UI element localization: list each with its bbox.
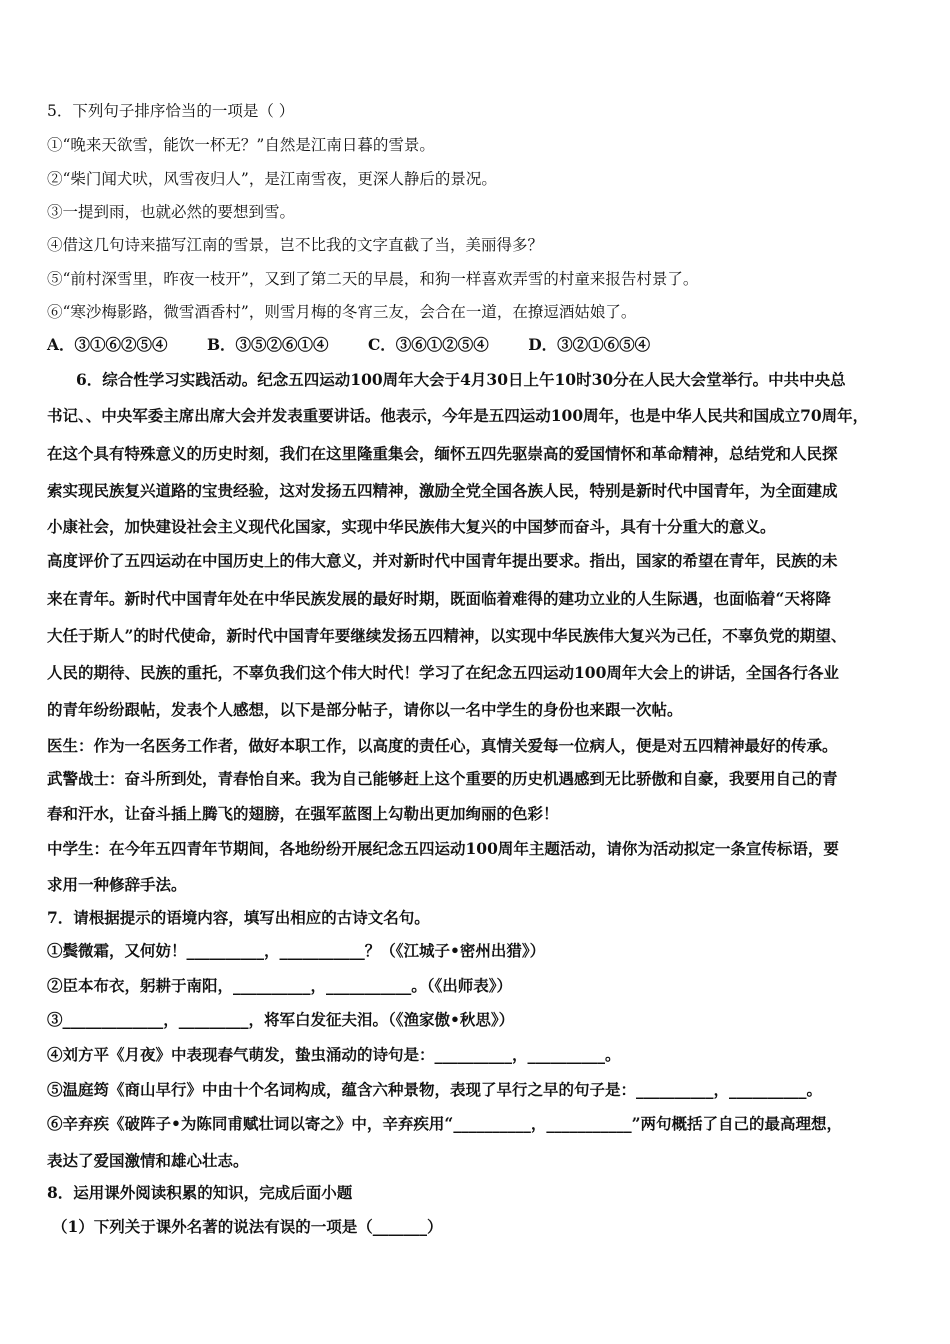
q6-line-4: 索实现民族复兴道路的宝贵经验，这对发扬五四精神，激励全党全国各族人民，特别是新时代中国青年，为全面建成 bbox=[47, 481, 838, 500]
q5-item-6: ⑥“寒沙梅影路，微雪酒香村”，则雪月梅的冬宵三友，会合在一道，在撩逗酒姑娘了。 bbox=[47, 303, 637, 321]
q5-option-b: B．③⑤②⑥①④ bbox=[206, 335, 329, 354]
q6-line-13: 春和汗水，让奋斗插上腾飞的翅膀，在强军蓝图上勾勒出更加绚丽的色彩！ bbox=[47, 804, 559, 823]
q6-line-14: 中学生：在今年五四青年节期间，各地纷纷开展纪念五四运动100周年主题活动，请你为活动拟定一条宣传标语，要 bbox=[47, 839, 839, 858]
q6-line-9: 人民的期待、民族的重托，不辜负我们这个伟大时代！学习了在纪念五四运动100周年大会上的讲话，全国各行各业 bbox=[47, 663, 839, 682]
q6-line-11: 医生：作为一名医务工作者，做好本职工作，以高度的责任心，真情关爱每一位病人，便是对五四精神最好的传承。 bbox=[47, 736, 838, 755]
q7-item-1: ①鬓微霜，又何妨！__________，___________？（《江城子•密州出猎》） bbox=[47, 941, 546, 960]
q7-item-5: ⑤温庭筠《商山早行》中由十个名词构成，蕴含六种景物，表现了早行之早的句子是：__________，__________。 bbox=[47, 1080, 823, 1099]
q7-stem: 7．请根据提示的语境内容，填写出相应的古诗文名句。 bbox=[47, 908, 430, 927]
q6-line-1: 6．综合性学习实践活动。纪念五四运动100周年大会于4月30日上午10时30分在人民大会堂举行。中共中央总 bbox=[76, 370, 846, 389]
q6-line-3: 在这个具有特殊意义的历史时刻，我们在这里隆重集会，缅怀五四先驱崇高的爱国情怀和革命精神，总结党和人民探 bbox=[47, 444, 838, 463]
q5-item-3: ③一提到雨，也就必然的要想到雪。 bbox=[47, 203, 296, 221]
q5-option-d: D．③②①⑥⑤④ bbox=[528, 335, 651, 354]
q8-sub1: （1）下列关于课外名著的说法有误的一项是（_______） bbox=[52, 1217, 443, 1236]
q5-option-c: C．③⑥①②⑤④ bbox=[367, 335, 489, 354]
q8-stem: 8．运用课外阅读积累的知识，完成后面小题 bbox=[47, 1183, 353, 1202]
q7-item-4: ④刘方平《月夜》中表现春气萌发，蛰虫涌动的诗句是：__________，__________。 bbox=[47, 1045, 621, 1064]
q6-line-15: 求用一种修辞手法。 bbox=[47, 875, 187, 894]
q5-options bbox=[47, 334, 684, 356]
q6-line-2: 书记、、中央军委主席出席大会并发表重要讲话。他表示，今年是五四运动100周年，也是中华人民共和国成立70周年， bbox=[47, 406, 869, 425]
q6-line-6: 高度评价了五四运动在中国历史上的伟大意义，并对新时代中国青年提出要求。指出，国家的希望在青年，民族的未 bbox=[47, 551, 838, 570]
q5-item-2: ②“柴门闻犬吠，风雪夜归人”，是江南雪夜，更深人静后的景况。 bbox=[47, 170, 497, 188]
q5-item-5: ⑤“前村深雪里，昨夜一枝开”，又到了第二天的早晨，和狗一样喜欢弄雪的村童来报告村景了。 bbox=[47, 270, 699, 288]
q5-stem: 5．下列句子排序恰当的一项是（ ） bbox=[47, 102, 295, 120]
q6-line-10: 的青年纷纷跟帖，发表个人感想，以下是部分帖子，请你以一名中学生的身份也来跟一次帖。 bbox=[47, 700, 683, 719]
q5-item-1: ①“晚来天欲雪，能饮一杯无？”自然是江南日暮的雪景。 bbox=[47, 136, 435, 154]
q7-item-3: ③_____________，_________，将军白发征夫泪。（《渔家傲•秋思》） bbox=[47, 1010, 515, 1029]
q5-option-a: A．③①⑥②⑤④ bbox=[47, 335, 168, 354]
q6-line-12: 武警战士：奋斗所到处，青春怡自来。我为自己能够赶上这个重要的历史机遇感到无比骄傲和自豪，我要用自己的青 bbox=[47, 769, 838, 788]
q7-item-6: ⑥辛弃疾《破阵子•为陈同甫赋壮词以寄之》中，辛弃疾用“__________，___________”两句概括了自己的最高理想， bbox=[47, 1114, 842, 1133]
q6-line-7: 来在青年。新时代中国青年处在中华民族发展的最好时期，既面临着难得的建功立业的人生际遇，也面临着“天将降 bbox=[47, 589, 831, 608]
q7-item-6-cont: 表达了爱国激情和雄心壮志。 bbox=[47, 1151, 249, 1170]
q7-item-2: ②臣本布衣，躬耕于南阳，__________，___________。（《出师表》） bbox=[47, 976, 513, 995]
q5-item-4: ④借这几句诗来描写江南的雪景，岂不比我的文字直截了当，美丽得多？ bbox=[47, 236, 544, 254]
q6-line-5: 小康社会，加快建设社会主义现代化国家，实现中华民族伟大复兴的中国梦而奋斗，具有十分重大的意义。 bbox=[47, 517, 776, 536]
q6-line-8: 大任于斯人”的时代使命，新时代中国青年要继续发扬五四精神，以实现中华民族伟大复兴为己任，不辜负党的期望、 bbox=[47, 626, 847, 645]
